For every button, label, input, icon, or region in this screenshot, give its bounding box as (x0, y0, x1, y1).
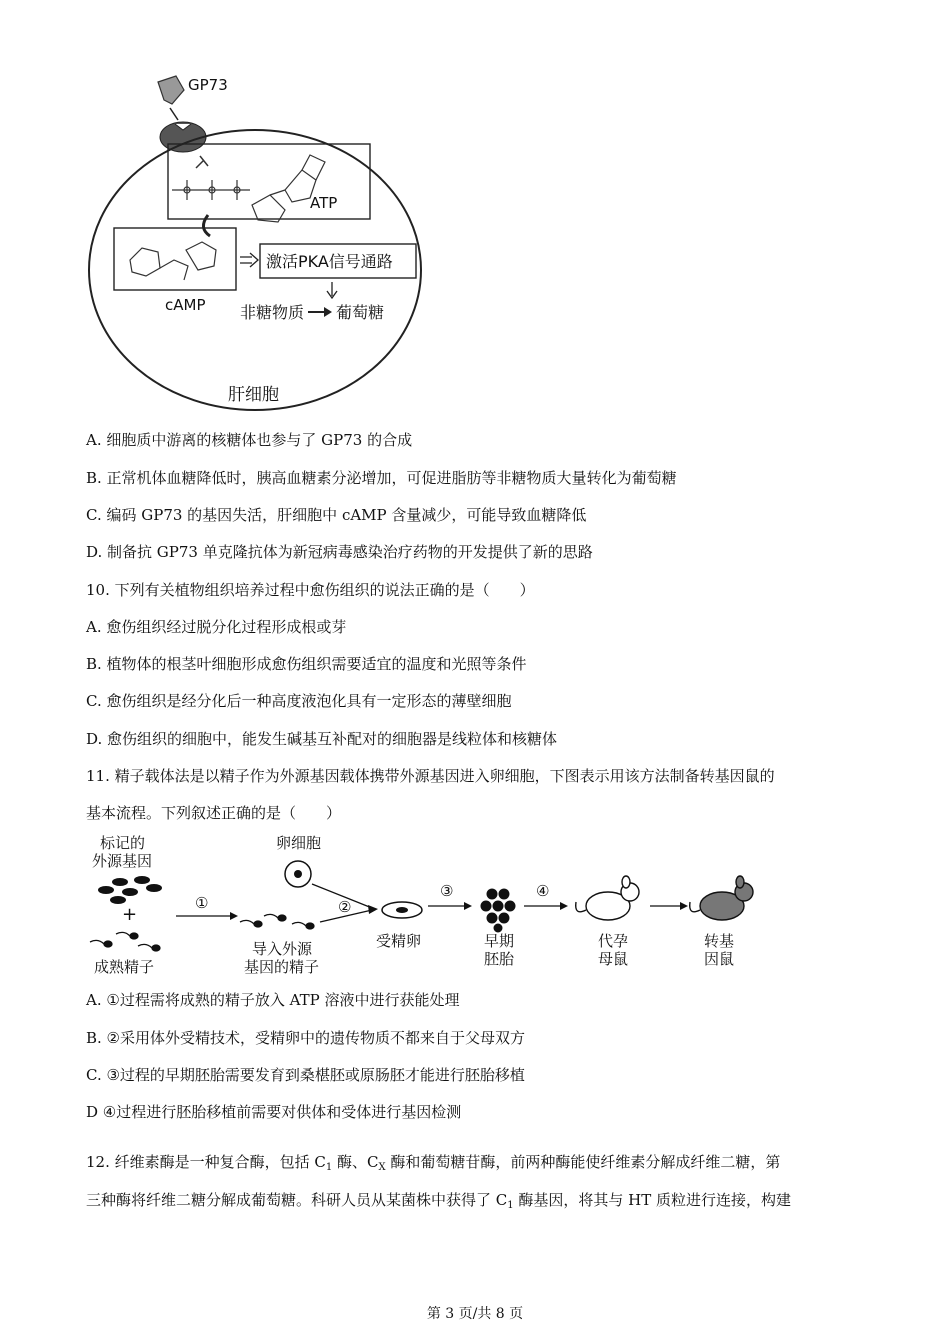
mature-sperm-icon (90, 932, 160, 951)
atp-box (168, 144, 370, 219)
q9-option-c: C. 编码 GP73 的基因失活，肝细胞中 cAMP 含量减少，可能导致血糖降低 (86, 506, 587, 524)
surrogate-label-2: 母鼠 (598, 950, 629, 968)
pka-label: 激活PKA信号通路 (266, 252, 393, 271)
foreign-gene-icon (98, 876, 162, 904)
q10-option-d: D. 愈伤组织的细胞中，能发生碱基互补配对的细胞器是线粒体和核糖体 (86, 730, 558, 748)
q9-option-b: B. 正常机体血糖降低时，胰高血糖素分泌增加，可促进脂肪等非糖物质大量转化为葡萄糖 (86, 469, 677, 487)
surrogate-label-1: 代孕 (598, 932, 629, 950)
transgenic-mouse-figure (80, 830, 860, 980)
sperm-with-gene-label-2: 基因的精子 (244, 958, 320, 976)
q10-option-b: B. 植物体的根茎叶细胞形成愈伤组织需要适宜的温度和光照等条件 (86, 655, 527, 673)
zygote-label: 受精卵 (376, 932, 422, 950)
mature-sperm-label: 成熟精子 (94, 958, 155, 976)
q9-option-d: D. 制备抗 GP73 单克隆抗体为新冠病毒感染治疗药物的开发提供了新的思路 (86, 543, 593, 561)
marked-gene-label-2: 外源基因 (92, 852, 153, 870)
surrogate-mouse-icon (576, 876, 639, 920)
step2-label: ② (338, 898, 352, 916)
transfer-arrowhead (680, 902, 688, 910)
gp73-arrow (170, 108, 178, 120)
gp73-label: GP73 (188, 76, 228, 94)
camp-label: cAMP (165, 296, 206, 314)
q12-line1: 12. 纤维素酶是一种复合酶，包括 $C_1$ 酶、$C_X$ 酶和葡萄糖苷酶，前两种酶能使纤维素分解成纤维二糖，第 (86, 1153, 781, 1173)
q10-stem: 10. 下列有关植物组织培养过程中愈伤组织的说法正确的是（ ） (86, 581, 535, 599)
cell-label: 肝细胞 (228, 385, 279, 405)
transgenic-label-1: 转基 (704, 932, 735, 950)
liver-cell-figure (80, 70, 440, 415)
atp-structure-icon (172, 155, 325, 222)
gp73-molecule-icon (158, 76, 184, 104)
q10-option-c: C. 愈伤组织是经分化后一种高度液泡化具有一定形态的薄壁细胞 (86, 692, 512, 710)
double-arrow-icon (240, 253, 258, 267)
hollow-arrow-icon (196, 156, 208, 168)
q11-option-d: D ④过程进行胚胎移植前需要对供体和受体进行基因检测 (86, 1103, 462, 1121)
down-arrow-icon (327, 282, 337, 298)
conversion-right: 葡萄糖 (336, 303, 385, 322)
step4-label: ④ (536, 882, 550, 900)
page-footer: 第 3 页/共 8 页 (426, 1306, 524, 1322)
zygote-nucleus (396, 907, 408, 913)
q11-option-b: B. ②采用体外受精技术，受精卵中的遗传物质不都来自于父母双方 (86, 1029, 526, 1047)
camp-structure-icon (130, 242, 216, 280)
sperm-with-gene-icon (240, 914, 314, 929)
curved-arrow-icon (203, 215, 210, 236)
q10-option-a: A. 愈伤组织经过脱分化过程形成根或芽 (86, 618, 347, 636)
step4-arrowhead (560, 902, 568, 910)
conversion-arrowhead (324, 307, 332, 317)
transgenic-label-2: 因鼠 (704, 950, 735, 968)
atp-label: ATP (310, 194, 338, 212)
plus-sign: + (122, 904, 138, 925)
q12-line2: 三种酶将纤维二糖分解成葡萄糖。科研人员从某菌株中获得了 $C_1$ 酶基因，将其与 HT 质粒进行连接，构建 (86, 1191, 792, 1211)
transgenic-mouse-icon (690, 876, 753, 920)
sperm-with-gene-label-1: 导入外源 (252, 940, 313, 958)
step3-arrowhead (464, 902, 472, 910)
egg-label: 卵细胞 (276, 834, 322, 852)
conversion-left: 非糖物质 (240, 303, 305, 322)
marked-gene-label-1: 标记的 (100, 834, 146, 852)
step1-label: ① (195, 894, 209, 912)
q11-stem-line1: 11. 精子载体法是以精子作为外源基因载体携带外源基因进入卵细胞，下图表示用该方法制备转基因鼠的 (86, 767, 775, 785)
step2-arrowhead (368, 905, 378, 914)
early-embryo-label-1: 早期 (484, 932, 515, 950)
camp-box (114, 228, 236, 290)
q11-option-c: C. ③过程的早期胚胎需要发育到桑椹胚或原肠胚才能进行胚胎移植 (86, 1066, 525, 1084)
step3-label: ③ (440, 882, 454, 900)
step1-arrowhead (230, 912, 238, 920)
q9-option-a: A. 细胞质中游离的核糖体也参与了 GP73 的合成 (86, 431, 413, 449)
q11-option-a: A. ①过程需将成熟的精子放入 ATP 溶液中进行获能处理 (86, 991, 460, 1009)
q11-stem-line2: 基本流程。下列叙述正确的是（ ） (86, 804, 342, 822)
early-embryo-icon (480, 888, 516, 933)
early-embryo-label-2: 胚胎 (484, 950, 515, 968)
egg-nucleus (294, 870, 302, 878)
